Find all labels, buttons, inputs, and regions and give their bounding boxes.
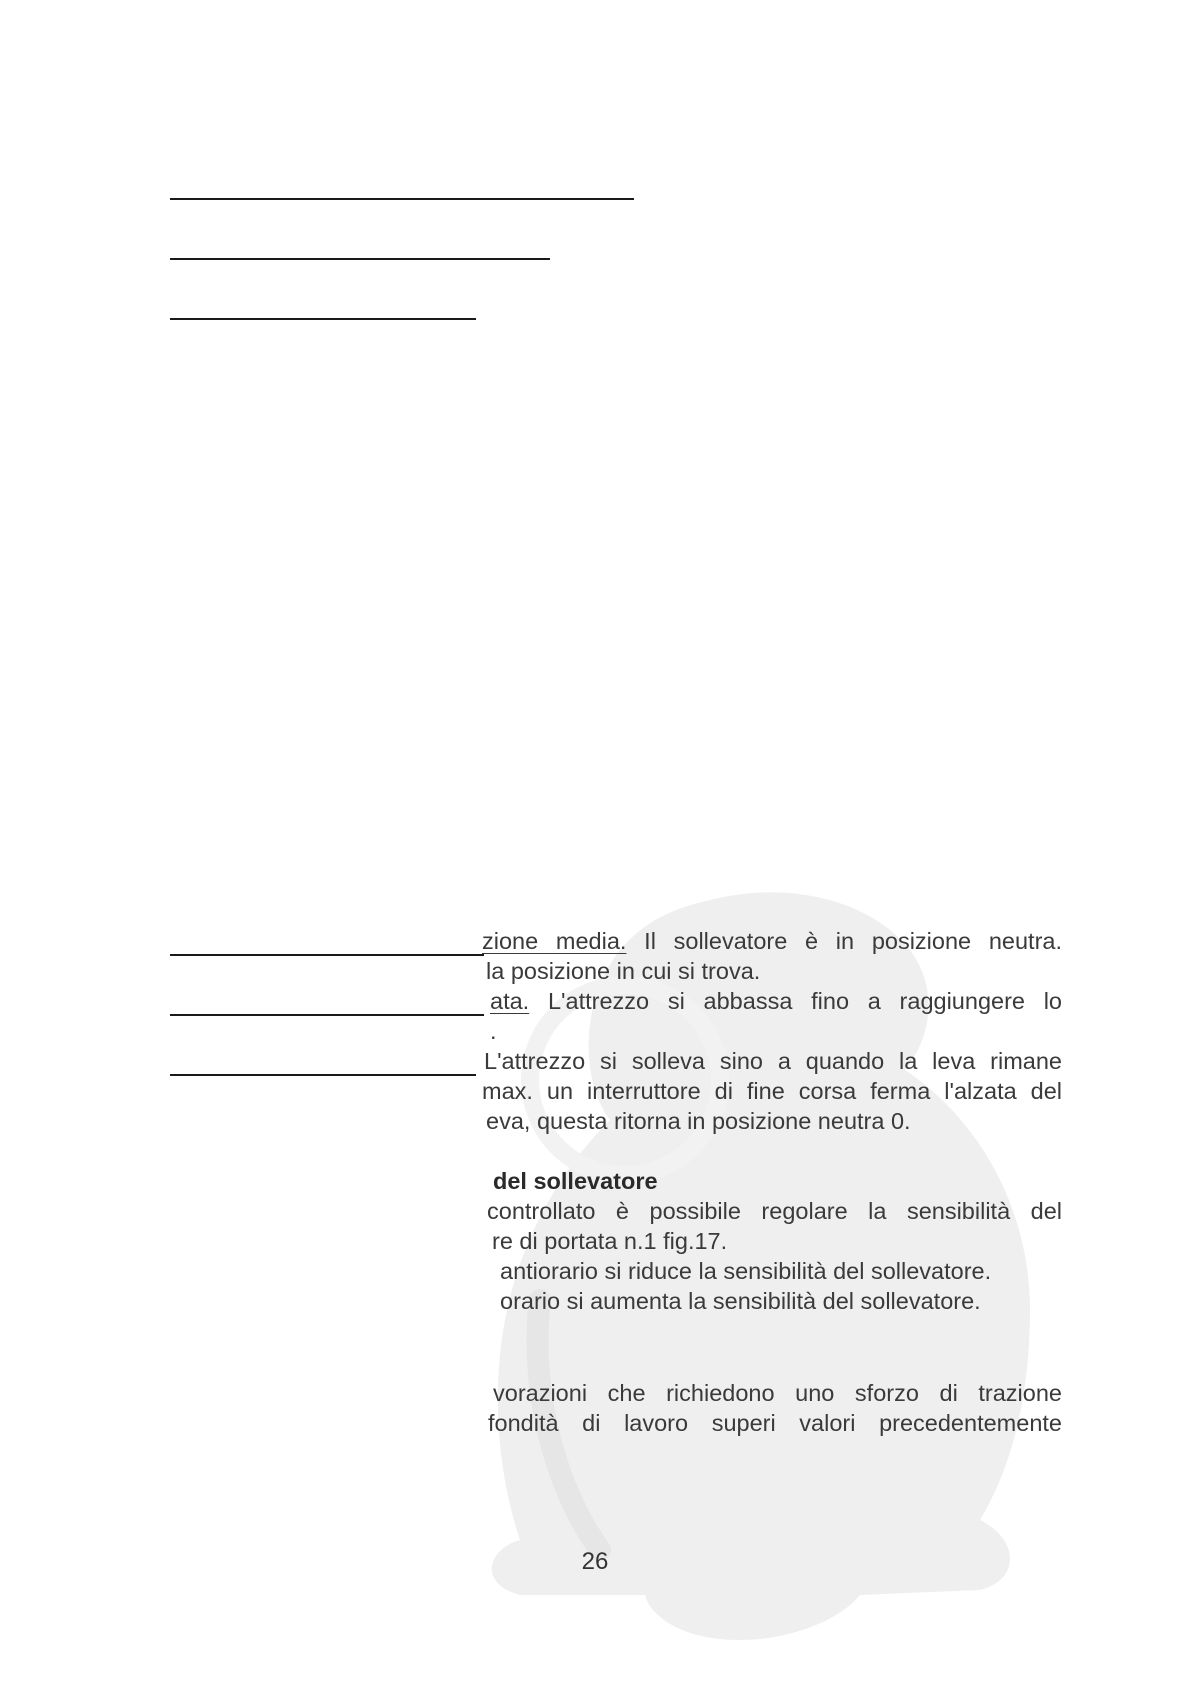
text-line: orario si aumenta la sensibilità del sollevatore. xyxy=(500,1288,981,1314)
underlined-term: zione media. xyxy=(482,928,627,954)
underline-rule xyxy=(170,954,484,956)
text-line: antiorario si riduce la sensibilità del sollevatore. xyxy=(500,1258,992,1284)
underline-rule xyxy=(170,318,476,320)
text-line: ata. L'attrezzo si abbassa fino a raggiungere lo xyxy=(490,988,1063,1014)
underlined-term: ata. xyxy=(490,988,530,1014)
underline-rule xyxy=(170,1014,484,1016)
text-line: la posizione in cui si trova. xyxy=(486,958,761,984)
underline-rule xyxy=(170,198,634,200)
text-line: zione media. Il sollevatore è in posizione neutra. xyxy=(482,928,1062,954)
text-line: re di portata n.1 fig.17. xyxy=(492,1228,728,1254)
page-number: 26 xyxy=(581,1548,609,1575)
section-heading: del sollevatore xyxy=(493,1168,658,1194)
text-line: . xyxy=(490,1018,497,1044)
text-line: controllato è possibile regolare la sensibilità del xyxy=(487,1198,1062,1224)
underline-rule xyxy=(170,258,550,260)
text-line: L'attrezzo si solleva sino a quando la leva rimane xyxy=(484,1048,1062,1074)
text-line: eva, questa ritorna in posizione neutra 0. xyxy=(486,1108,911,1134)
text-line: vorazioni che richiedono uno sforzo di trazione xyxy=(493,1380,1062,1406)
underline-rule xyxy=(170,1074,476,1076)
text-line: max. un interruttore di fine corsa ferma l'alzata del xyxy=(482,1078,1062,1104)
text-line: fondità di lavoro superi valori precedentemente xyxy=(488,1410,1062,1436)
